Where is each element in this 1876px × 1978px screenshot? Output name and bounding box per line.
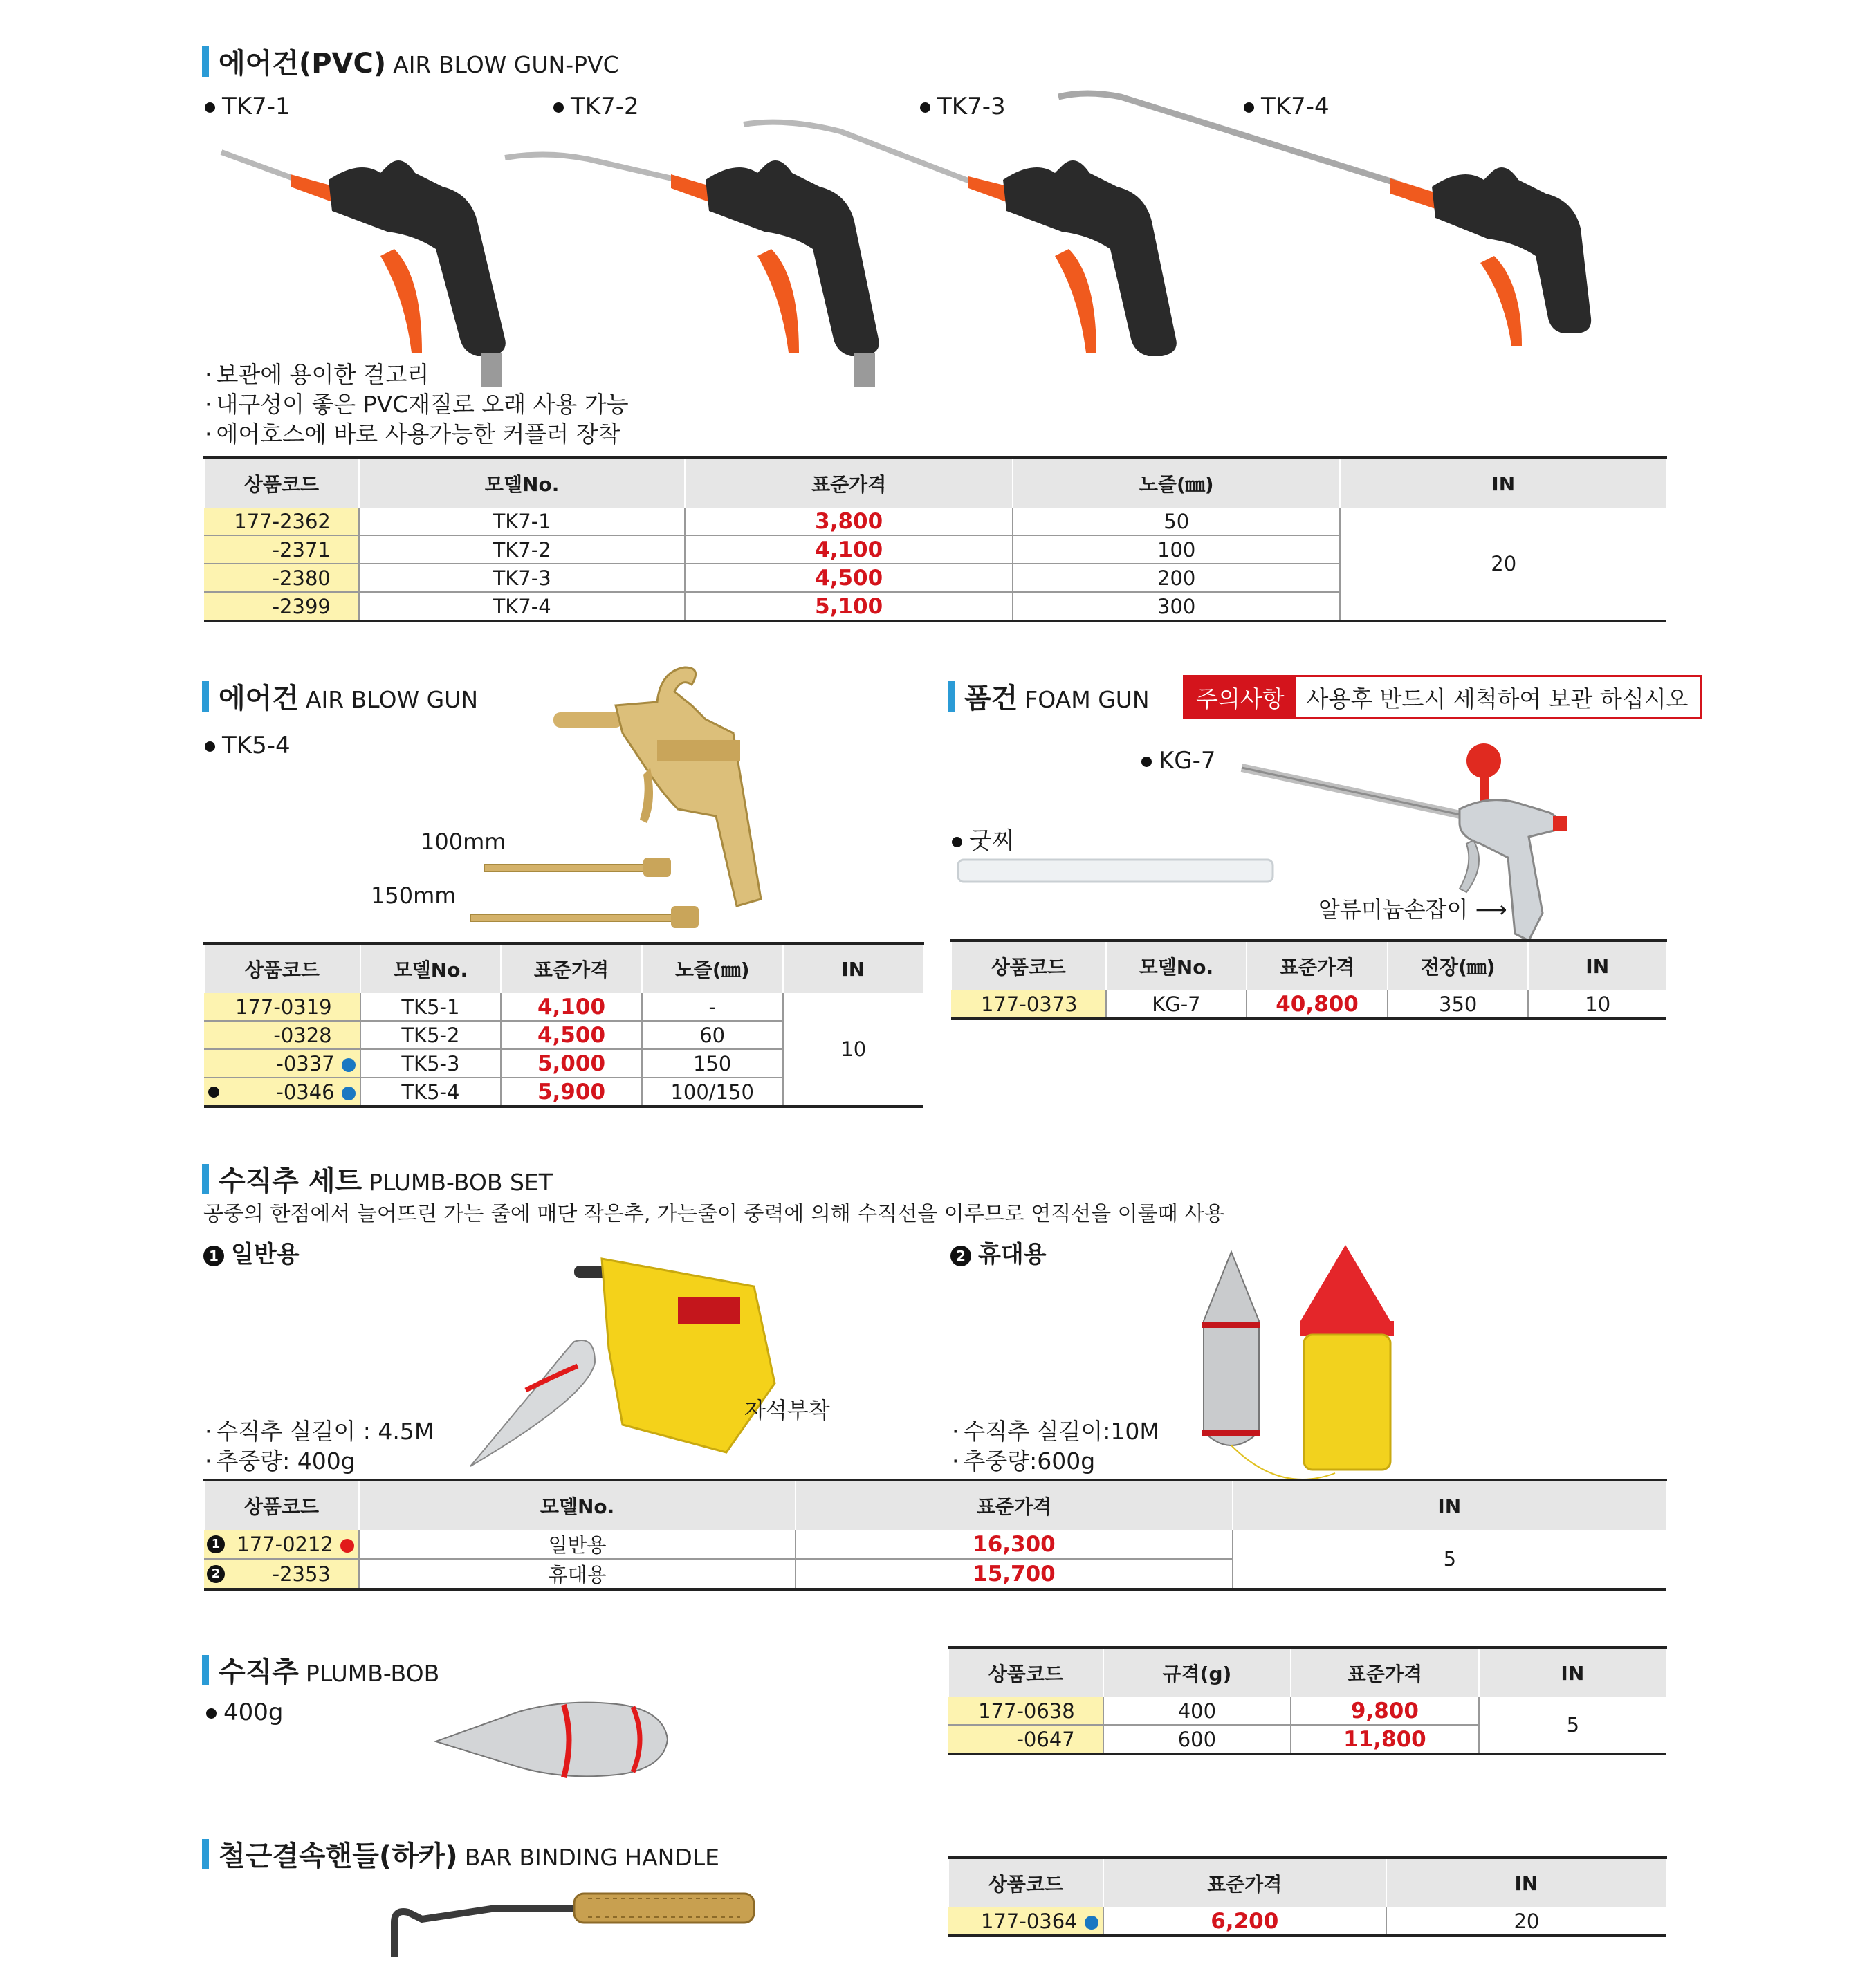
price: 5,000 [501,1049,642,1078]
price: 3,800 [685,508,1013,535]
length: 350 [1388,990,1529,1019]
header-price: 표준가격 [1103,1858,1386,1907]
model-label-kg-7: KG-7 [1141,747,1216,775]
foam-title-en: FOAM GUN [1024,686,1150,713]
handle-spec-table [948,1856,1667,1937]
product-code: -0328 [204,1021,360,1049]
header-price: 표준가격 [1291,1647,1479,1697]
stock-marker-icon [340,1539,354,1553]
price: 5,900 [501,1078,642,1107]
magnet-attached-label: 자석부착 [744,1397,830,1423]
in-quantity: 20 [1340,508,1666,621]
header-model: 모델No. [359,458,686,508]
header-price: 표준가격 [796,1480,1232,1530]
price: 11,800 [1291,1725,1479,1754]
airgun-spec-table [203,942,924,1108]
product-code: 177-0319 [204,993,360,1021]
product-code: -2380 [204,564,359,592]
air-gun-tk7-1-image [214,145,533,394]
plumbset-title-en: PLUMB-BOB SET [369,1169,553,1196]
price: 4,100 [501,993,642,1021]
accent-bar [202,1164,209,1194]
model-no: TK5-4 [360,1078,502,1107]
price: 5,100 [685,592,1013,621]
number-badge-icon: 2 [207,1565,225,1583]
table-row [204,1530,1666,1559]
nozzle: 100/150 [642,1078,783,1107]
header-in: IN [1479,1647,1666,1697]
caution-box [1183,675,1702,719]
bar-binding-handle-image [380,1881,768,1971]
product-code: -0346 [204,1078,360,1107]
product-code: -2371 [204,535,359,564]
in-quantity: 10 [783,993,923,1107]
model-label-tk7-4: TK7-4 [1244,93,1330,120]
airgun-section-title [202,676,478,716]
feature-item: · 에어호스에 바로 사용가능한 커플러 장착 [205,419,629,449]
nozzle: 150 [642,1049,783,1078]
product-code: 177-2362 [204,508,359,535]
foam-nozzle-tube-image [955,849,1280,891]
price: 4,500 [501,1021,642,1049]
pvc-section-title [202,41,619,81]
accent-bar [202,681,209,712]
header-price: 표준가격 [1247,941,1388,990]
price: 16,300 [796,1530,1232,1559]
product-code: 1 177-0212 [204,1530,359,1559]
aluminum-handle-callout: 알류미늄손잡이 ⟶ [1318,896,1507,923]
general-spec-list [205,1416,434,1476]
table-row [948,1907,1666,1936]
price: 4,500 [685,564,1013,592]
stock-marker-icon [342,1087,356,1100]
model-no: TK7-4 [359,592,686,621]
number-badge-icon: 1 [207,1535,225,1553]
nozzle: 200 [1013,564,1341,592]
nozzle: 100 [1013,535,1341,564]
model-no: TK7-2 [359,535,686,564]
pictured-model-icon [208,1087,219,1098]
header-code: 상품코드 [948,1647,1103,1697]
portable-plumb-bob-image [1197,1245,1425,1494]
header-code: 상품코드 [204,1480,359,1530]
spec-grams: 400 [1103,1697,1291,1725]
product-code: -2399 [204,592,359,621]
feature-item: · 내구성이 좋은 PVC재질로 오래 사용 가능 [205,389,629,419]
model-no: 휴대용 [359,1559,796,1589]
portable-spec-list [952,1416,1159,1476]
header-in: IN [1340,458,1666,508]
header-code: 상품코드 [204,458,359,508]
table-row [951,990,1666,1019]
type-general-label: 1 일반용 [203,1235,300,1269]
model-no: 일반용 [359,1530,796,1559]
header-code: 상품코드 [204,943,360,993]
header-price: 표준가격 [501,943,642,993]
plumb-title-ko: 수직추 [219,1656,299,1688]
header-model: 모델No. [359,1480,796,1530]
price: 6,200 [1103,1907,1386,1936]
in-quantity: 5 [1233,1530,1666,1589]
header-code: 상품코드 [948,1858,1103,1907]
airgun-title-en: AIR BLOW GUN [305,686,479,713]
header-spec: 규격(g) [1103,1647,1291,1697]
model-no: TK5-3 [360,1049,502,1078]
type-portable-label: 2 휴대용 [950,1235,1047,1269]
header-model: 모델No. [360,943,502,993]
foam-title-ko: 폼건 [964,683,1018,714]
plumb-spec-table [948,1646,1667,1755]
model-no: KG-7 [1106,990,1247,1019]
caution-text: 사용후 반드시 세척하여 보관 하십시오 [1306,685,1689,712]
header-in: IN [1233,1480,1666,1530]
air-gun-tk7-4-image [1058,90,1598,373]
header-in: IN [1386,1858,1666,1907]
model-no: TK5-1 [360,993,502,1021]
product-code: 177-0638 [948,1697,1103,1725]
model-label-tk7-2: TK7-2 [553,93,639,120]
model-label-400g: 400g [206,1699,283,1726]
nozzle: 50 [1013,508,1341,535]
table-row [948,1697,1666,1725]
table-row [204,508,1666,535]
spec-item: · 추중량:600g [952,1446,1159,1476]
price: 15,700 [796,1559,1232,1589]
model-label-tk5-4: TK5-4 [205,732,291,759]
handle-title-en: BAR BINDING HANDLE [464,1844,719,1871]
plumb-bob-image [429,1681,678,1791]
price: 9,800 [1291,1697,1479,1725]
accent-bar [202,46,209,77]
in-quantity: 20 [1386,1907,1666,1936]
stock-marker-icon [342,1058,356,1072]
nozzle-150mm-label: 150mm [371,882,457,909]
header-price: 표준가격 [685,458,1013,508]
price: 4,100 [685,535,1013,564]
handle-section-title [202,1834,719,1874]
product-code: 177-0364 [948,1907,1103,1936]
accent-bar [202,1655,209,1685]
pvc-feature-list [205,360,629,449]
spec-item: · 추중량: 400g [205,1446,434,1476]
nozzle-150mm-image [463,899,740,941]
feature-item: · 보관에 용이한 걸고리 [205,360,629,389]
model-no: TK7-1 [359,508,686,535]
header-nozzle: 노즐(㎜) [642,943,783,993]
pvc-title-ko: 에어건(PVC) [219,48,387,80]
product-code: 2 -2353 [204,1559,359,1589]
model-no: TK5-2 [360,1021,502,1049]
nozzle-100mm-label: 100mm [421,829,506,855]
price: 40,800 [1247,990,1388,1019]
header-length: 전장(㎜) [1388,941,1529,990]
plumb-title-en: PLUMB-BOB [305,1660,440,1687]
header-code: 상품코드 [951,941,1106,990]
nozzle: - [642,993,783,1021]
handle-title-ko: 철근결속핸들(하카) [219,1840,458,1872]
foam-spec-table [950,939,1667,1020]
model-label-tk7-3: TK7-3 [920,93,1006,120]
product-code: -0337 [204,1049,360,1078]
model-no: TK7-3 [359,564,686,592]
pvc-title-en: AIR BLOW GUN-PVC [393,51,619,78]
accent-bar [202,1839,209,1869]
product-code: -0647 [948,1725,1103,1754]
nozzle: 60 [642,1021,783,1049]
plumbset-title-ko: 수직추 세트 [219,1165,362,1197]
nozzle: 300 [1013,592,1341,621]
pvc-spec-table [203,456,1667,622]
header-nozzle: 노즐(㎜) [1013,458,1341,508]
model-label-tk7-1: TK7-1 [205,93,291,120]
accent-bar [948,681,955,712]
plumbset-section-title [202,1159,553,1199]
product-code: 177-0373 [951,990,1106,1019]
airgun-title-ko: 에어건 [219,683,299,714]
plumbset-spec-table [203,1479,1667,1591]
plumbset-description: 공중의 한점에서 늘어뜨린 가는 줄에 매단 작은추, 가는줄이 중력에 의해 수직선을 이루므로 연직선을 이룰때 사용 [203,1202,1225,1226]
plumb-section-title [202,1650,439,1690]
accessory-label: 굿찌 [952,822,1015,856]
in-quantity: 10 [1528,990,1666,1019]
foam-section-title [948,676,1150,716]
header-in: IN [783,943,923,993]
header-model: 모델No. [1106,941,1247,990]
plumb-bob-magnet-case-image [450,1245,796,1473]
stock-marker-icon [1085,1916,1098,1930]
header-in: IN [1528,941,1666,990]
spec-grams: 600 [1103,1725,1291,1754]
table-row [204,993,923,1021]
spec-item: · 수직추 실길이:10M [952,1416,1159,1446]
in-quantity: 5 [1479,1697,1666,1754]
spec-item: · 수직추 실길이 : 4.5M [205,1416,434,1446]
caution-label: 주의사항 [1185,677,1296,717]
